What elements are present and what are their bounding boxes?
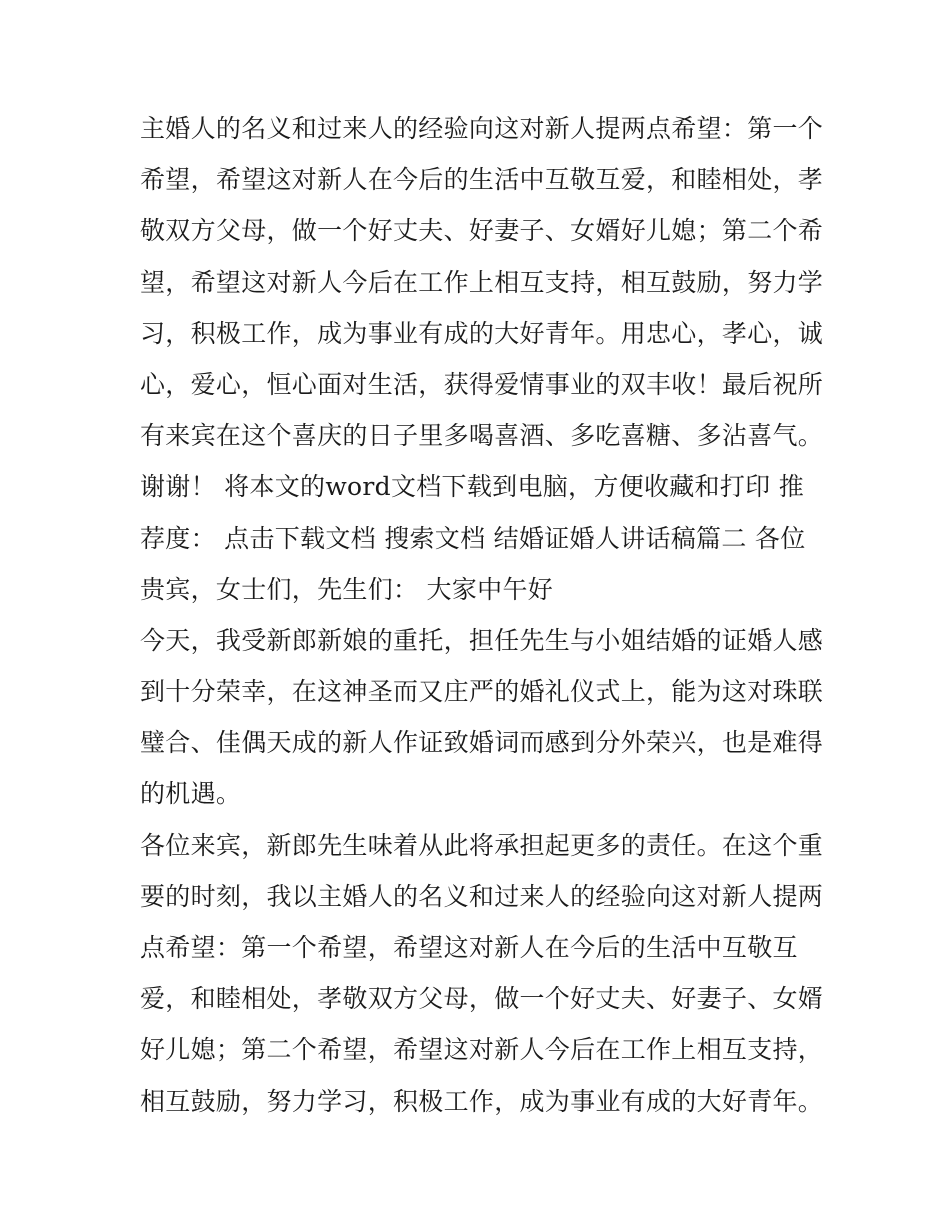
text-line: 今天，我受新郎新娘的重托，担任先生与小姐结婚的证婚人感 bbox=[140, 625, 824, 655]
paragraph-3 bbox=[140, 820, 824, 1127]
paragraph-1 bbox=[140, 103, 824, 615]
text-line: 相互鼓励，努力学习，积极工作，成为事业有成的大好青年。 bbox=[140, 1086, 824, 1116]
text-line: 望，希望这对新人今后在工作上相互支持，相互鼓励，努力学 bbox=[140, 267, 824, 297]
text-line: 敬双方父母，做一个好丈夫、好妻子、女婿好儿媳；第二个希 bbox=[140, 216, 824, 246]
text-line: 好儿媳；第二个希望，希望这对新人今后在工作上相互支持， bbox=[140, 1035, 824, 1065]
text-line: 爱，和睦相处，孝敬双方父母，做一个好丈夫、好妻子、女婿 bbox=[140, 984, 824, 1014]
text-line: 谢谢！ 将本文的word文档下载到电脑，方便收藏和打印 推 bbox=[140, 472, 804, 502]
text-line: 到十分荣幸，在这神圣而又庄严的婚礼仪式上，能为这对珠联 bbox=[140, 677, 824, 707]
text-line: 要的时刻，我以主婚人的名义和过来人的经验向这对新人提两 bbox=[140, 881, 824, 911]
text-line: 璧合、佳偶天成的新人作证致婚词而感到分外荣兴，也是难得 bbox=[140, 728, 824, 758]
text-line: 有来宾在这个喜庆的日子里多喝喜酒、多吃喜糖、多沾喜气。 bbox=[140, 421, 824, 451]
text-line: 习，积极工作，成为事业有成的大好青年。用忠心，孝心，诚 bbox=[140, 318, 824, 348]
text-line: 点希望：第一个希望，希望这对新人在今后的生活中互敬互 bbox=[140, 933, 798, 962]
text-line: 各位来宾，新郎先生味着从此将承担起更多的责任。在这个重 bbox=[140, 830, 824, 860]
text-line: 希望，希望这对新人在今后的生活中互敬互爱，和睦相处，孝 bbox=[140, 165, 824, 195]
text-line: 心，爱心，恒心面对生活，获得爱情事业的双丰收！最后祝所 bbox=[140, 369, 824, 399]
text-line: 主婚人的名义和过来人的经验向这对新人提两点希望：第一个 bbox=[140, 114, 824, 143]
paragraph-2 bbox=[140, 615, 824, 820]
text-line: 贵宾，女士们，先生们： 大家中午好 bbox=[140, 574, 554, 604]
text-line: 的机遇。 bbox=[140, 779, 242, 809]
text-line: 荐度： 点击下载文档 搜索文档 结婚证婚人讲话稿篇二 各位 bbox=[140, 523, 806, 553]
document-body bbox=[140, 103, 824, 1127]
